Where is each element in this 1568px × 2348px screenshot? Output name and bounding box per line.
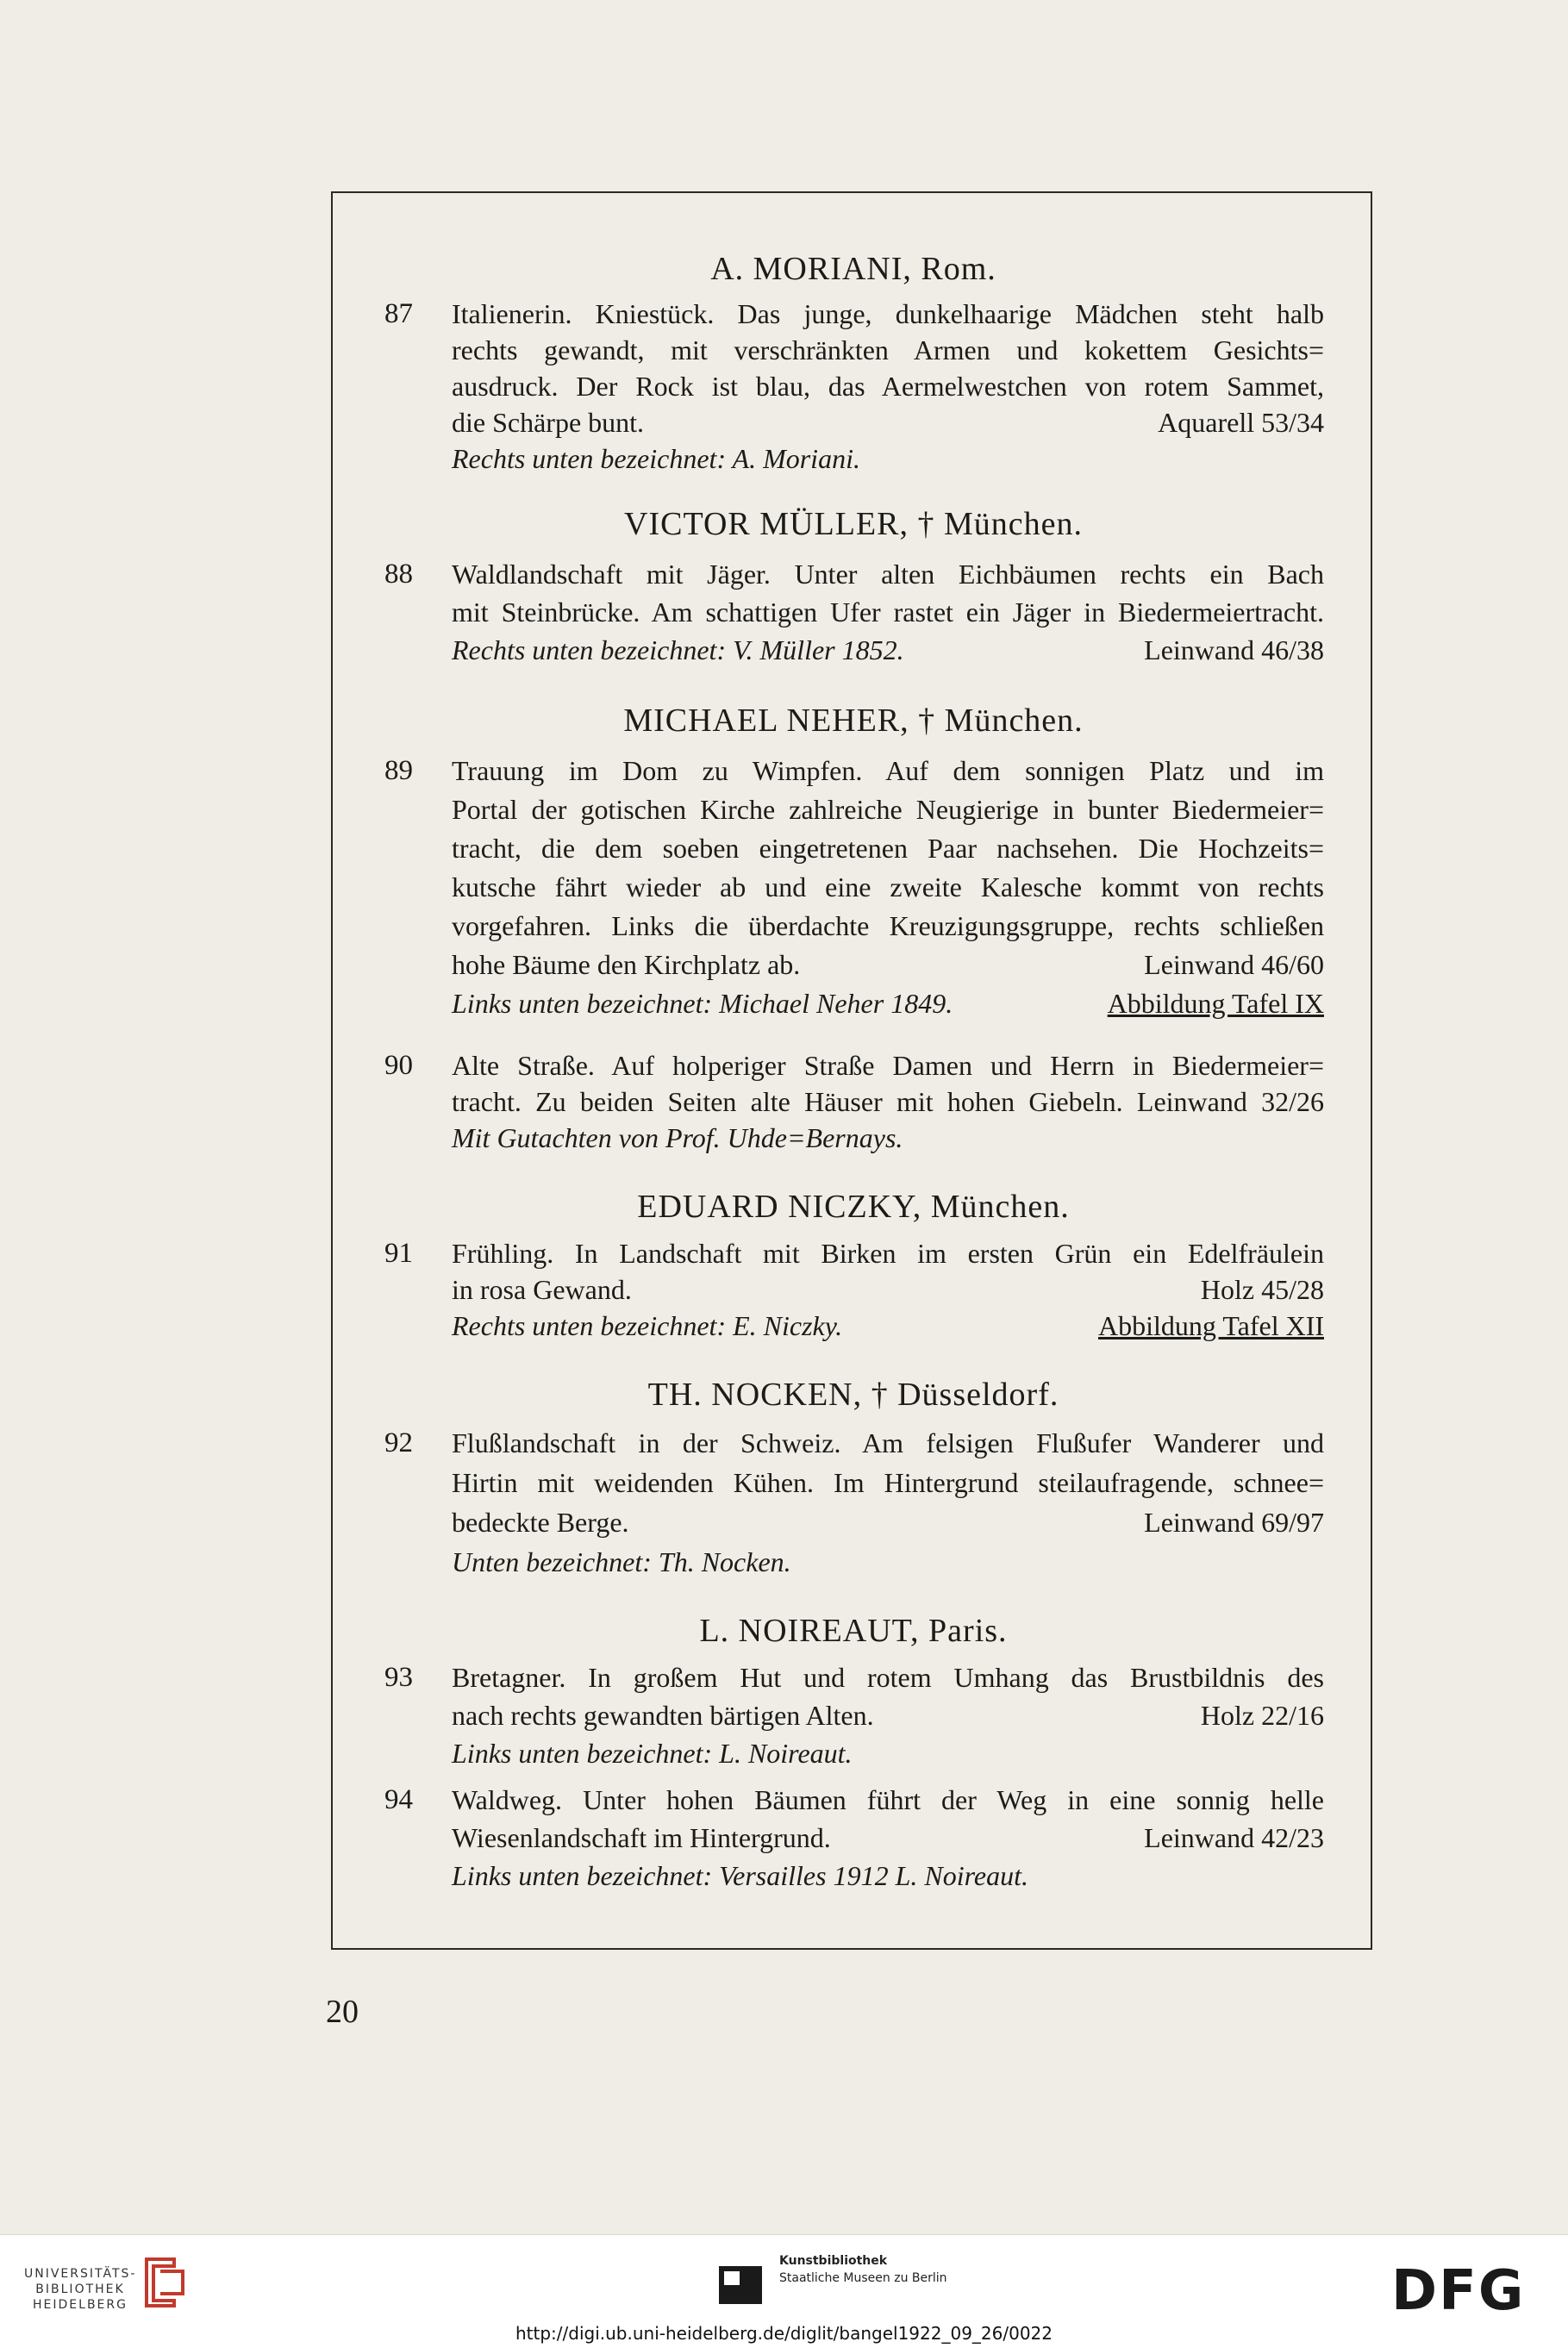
entry-text-line: tracht, die dem soeben eingetretenen Paar nachsehen. Die Hochzeits= [452, 833, 1324, 864]
kunstbibliothek-label[interactable]: Kunstbibliothek Staatliche Museen zu Berlin [779, 2254, 947, 2285]
signature-note: Rechts unten bezeichnet: E. Niczky. [452, 1310, 843, 1341]
kunstbibliothek-logo-icon [715, 2263, 765, 2307]
entry-text-line: Bretagner. In großem Hut und rotem Umhang das Brustbildnis des [452, 1662, 1324, 1693]
signature-note: Mit Gutachten von Prof. Uhde=Bernays. [452, 1122, 903, 1153]
entry-number: 92 [384, 1427, 413, 1458]
entry-text-line: vorgefahren. Links die überdachte Kreuzigungsgruppe, rechts schließen [452, 910, 1324, 941]
entry-text-line: Waldlandschaft mit Jäger. Unter alten Eichbäumen rechts ein Bach [452, 559, 1324, 590]
entry-text: die Schärpe bunt. [452, 407, 645, 438]
university-logo-icon [140, 2254, 191, 2311]
entry-number: 89 [384, 755, 413, 786]
medium-dimensions: Leinwand 46/38 [1144, 634, 1324, 665]
entry-text-line: Hirtin mit weidenden Kühen. Im Hintergrund steilaufragende, schnee= [452, 1467, 1324, 1498]
entry-number: 87 [384, 298, 413, 329]
entry-number: 94 [384, 1784, 413, 1815]
entry-last-line [452, 1503, 1324, 1541]
entry-last-line [452, 1271, 1324, 1308]
artist-heading: TH. NOCKEN, † Düsseldorf. [647, 1377, 1059, 1413]
entry-number: 88 [384, 559, 413, 590]
entry-text-line: Flußlandschaft in der Schweiz. Am felsigen Flußufer Wanderer und [452, 1427, 1324, 1458]
entry-text: bedeckte Berge. [452, 1507, 629, 1538]
entry-text: Wiesenlandschaft im Hintergrund. [452, 1822, 831, 1853]
artist-heading: VICTOR MÜLLER, † München. [624, 506, 1083, 542]
entry-text-line: rechts gewandt, mit verschränkten Armen und kokettem Gesichts= [452, 334, 1324, 365]
entry-text-line: Waldweg. Unter hohen Bäumen führt der Weg in eine sonnig helle [452, 1784, 1324, 1815]
medium-dimensions: Leinwand 69/97 [1144, 1507, 1324, 1538]
permalink-url[interactable]: http://digi.ub.uni-heidelberg.de/diglit/bangel1922_09_26/0022 [515, 2323, 1053, 2344]
entry-text: hohe Bäume den Kirchplatz ab. [452, 949, 801, 980]
medium-dimensions: Leinwand 42/23 [1144, 1822, 1324, 1853]
entry-number: 91 [384, 1238, 413, 1269]
entry-text-line: kutsche fährt wieder ab und eine zweite Kalesche kommt von rechts [452, 871, 1324, 902]
page-number: 20 [326, 1994, 359, 2030]
entry-last-line [452, 1696, 1324, 1734]
entry-text-line: tracht. Zu beiden Seiten alte Häuser mit hohen Giebeln. Leinwand 32/26 [452, 1086, 1324, 1117]
entry-last-line [452, 946, 1324, 984]
entry-text-line: Alte Straße. Auf holperiger Straße Damen und Herrn in Biedermeier= [452, 1050, 1324, 1081]
entry-text: in rosa Gewand. [452, 1274, 632, 1305]
plate-reference: Abbildung Tafel IX [1107, 988, 1324, 1019]
artist-heading: MICHAEL NEHER, † München. [623, 703, 1084, 739]
medium-dimensions: Aquarell 53/34 [1158, 407, 1324, 438]
signature-note: Links unten bezeichnet: Versailles 1912 L. Noireaut. [452, 1860, 1028, 1891]
signature-note: Links unten bezeichnet: L. Noireaut. [452, 1738, 853, 1769]
signature-note: Rechts unten bezeichnet: A. Moriani. [452, 443, 860, 474]
plate-reference: Abbildung Tafel XII [1098, 1310, 1324, 1341]
entry-text-line: Trauung im Dom zu Wimpfen. Auf dem sonnigen Platz und im [452, 755, 1324, 786]
signature-note: Links unten bezeichnet: Michael Neher 1849. [452, 988, 953, 1019]
signature-note: Rechts unten bezeichnet: V. Müller 1852. [452, 634, 904, 665]
viewer-footer [0, 2234, 1568, 2348]
entry-number: 93 [384, 1662, 413, 1693]
signature-note: Unten bezeichnet: Th. Nocken. [452, 1546, 791, 1577]
entry-signature-line [452, 984, 1324, 1022]
medium-dimensions: Holz 45/28 [1200, 1274, 1324, 1305]
university-library-logo-text[interactable]: UNIVERSITÄTS- BIBLIOTHEK HEIDELBERG [24, 2267, 137, 2312]
dfg-logo[interactable]: DFG [1391, 2259, 1526, 2323]
catalogue-frame [331, 191, 1372, 1950]
entry-text-line: Portal der gotischen Kirche zahlreiche Neugierige in bunter Biedermeier= [452, 794, 1324, 825]
entry-text: nach rechts gewandten bärtigen Alten. [452, 1700, 874, 1731]
artist-heading: L. NOIREAUT, Paris. [699, 1613, 1008, 1649]
entry-last-line [452, 403, 1324, 441]
entry-last-line [452, 631, 1324, 669]
medium-dimensions: Holz 22/16 [1200, 1700, 1324, 1731]
entry-last-line [452, 1819, 1324, 1857]
entry-number: 90 [384, 1050, 413, 1081]
entry-text-line: mit Steinbrücke. Am schattigen Ufer rastet ein Jäger in Biedermeiertracht. [452, 596, 1324, 628]
entry-text-line: Italienerin. Kniestück. Das junge, dunkelhaarige Mädchen steht halb [452, 298, 1324, 329]
medium-dimensions: Leinwand 46/60 [1144, 949, 1324, 980]
artist-heading: A. MORIANI, Rom. [710, 251, 996, 287]
entry-text-line: Frühling. In Landschaft mit Birken im ersten Grün ein Edelfräulein [452, 1238, 1324, 1269]
entry-text-line: ausdruck. Der Rock ist blau, das Aermelwestchen von rotem Sammet, [452, 371, 1324, 402]
artist-heading: EDUARD NICZKY, München. [637, 1189, 1070, 1225]
entry-signature-line [452, 1307, 1324, 1345]
